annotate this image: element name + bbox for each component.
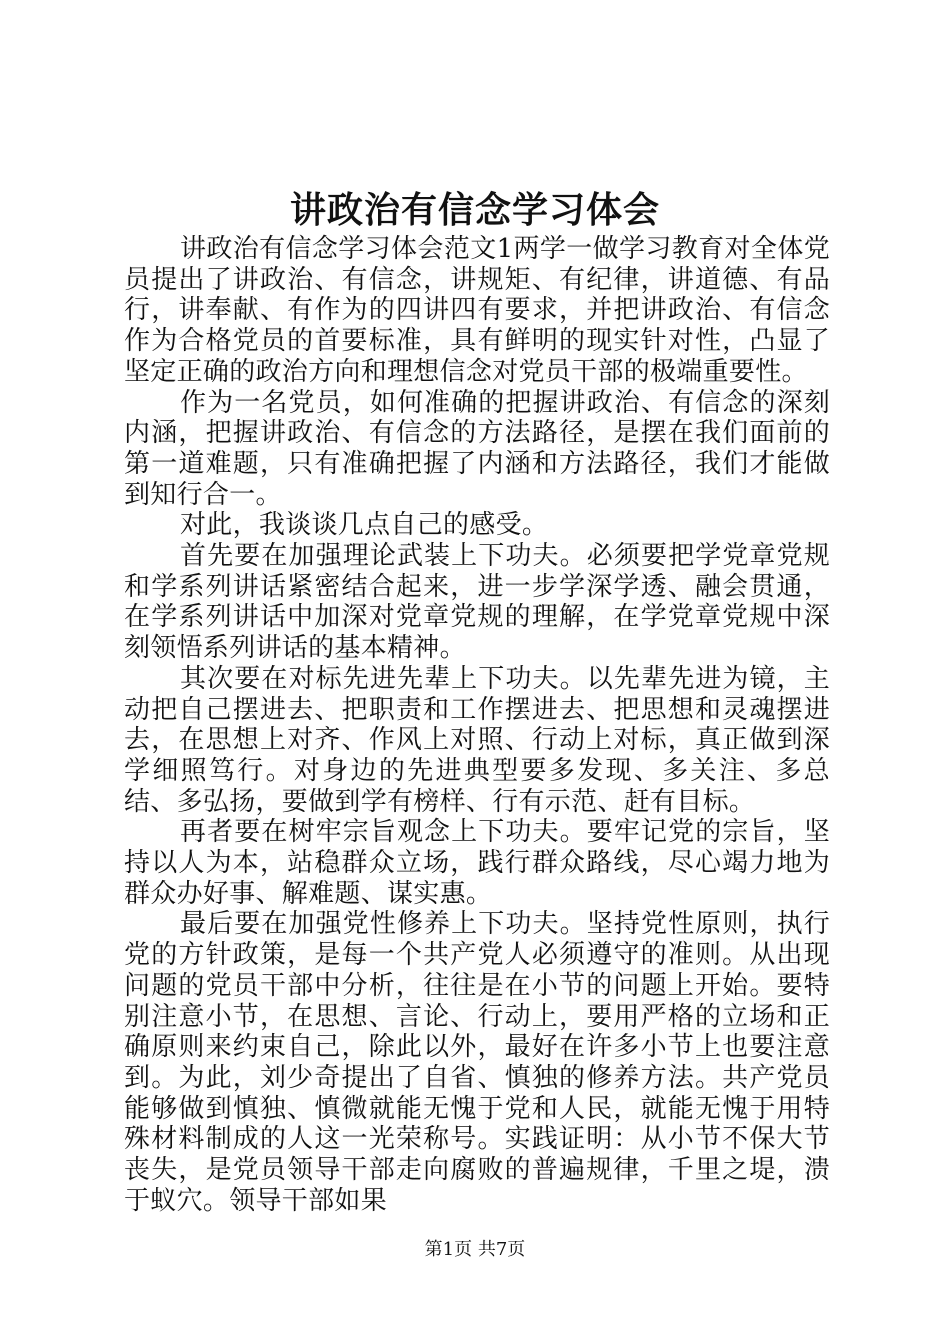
paragraph-feelings: 对此，我谈谈几点自己的感受。 <box>180 510 549 541</box>
paragraph-party-member: 作为一名党员，如何准确的把握讲政治、有信念的深刻内涵，把握讲政治、有信念的方法路径，是摆在我们面前的第一道难题，只有准确把握了内涵和方法路径，我们才能做到知行合一。 <box>124 387 830 510</box>
paragraph-third: 再者要在树牢宗旨观念上下功夫。要牢记党的宗旨，坚持以人为本，站稳群众立场，践行群众路线，尽心竭力地为群众办好事、解难题、谋实惠。 <box>124 817 830 909</box>
document-body <box>124 234 830 1217</box>
paragraph-intro: 讲政治有信念学习体会范文1两学一做学习教育对全体党员提出了讲政治、有信念，讲规矩、有纪律，讲道德、有品行，讲奉献、有作为的四讲四有要求，并把讲政治、有信念作为合格党员的首要标准，具有鲜明的现实针对性，凸显了坚定正确的政治方向和理想信念对党员干部的极端重要性。 <box>124 234 830 387</box>
paragraph-last: 最后要在加强党性修养上下功夫。坚持党性原则，执行党的方针政策，是每一个共产党人必须遵守的准则。从出现问题的党员干部中分析，往往是在小节的问题上开始。要特别注意小节，在思想、言论、行动上，要用严格的立场和正确原则来约束自己，除此以外，最好在许多小节上也要注意到。为此，刘少奇提出了自省、慎独的修养方法。共产党员能够做到慎独、慎微就能无愧于党和人民，就能无愧于用特殊材料制成的人这一光荣称号。实践证明：从小节不保大节丧失，是党员领导干部走向腐败的普遍规律，千里之堤，溃于蚁穴。领导干部如果 <box>124 909 830 1216</box>
page-footer: 第1页 共7页 <box>424 1239 526 1260</box>
paragraph-second: 其次要在对标先进先辈上下功夫。以先辈先进为镜，主动把自己摆进去、把职责和工作摆进去、把思想和灵魂摆进去，在思想上对齐、作风上对照、行动上对标，真正做到深学细照笃行。对身边的先进典型要多发现、多关注、多总结、多弘扬，要做到学有榜样、行有示范、赶有目标。 <box>124 663 830 817</box>
document-title: 讲政治有信念学习体会 <box>289 189 660 231</box>
paragraph-first: 首先要在加强理论武装上下功夫。必须要把学党章党规和学系列讲话紧密结合起来，进一步学深学透、融会贯通，在学系列讲话中加深对党章党规的理解，在学党章党规中深刻领悟系列讲话的基本精神。 <box>124 541 830 664</box>
